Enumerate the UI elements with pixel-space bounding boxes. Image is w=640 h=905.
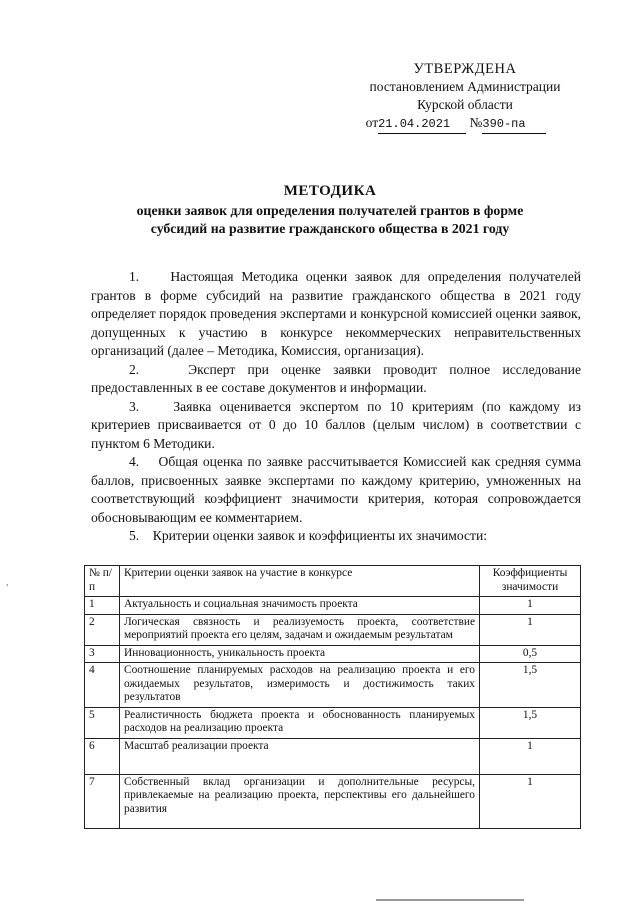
table-header-row bbox=[85, 566, 581, 597]
approval-date: 21.04.2021 bbox=[378, 115, 466, 134]
document-title: МЕТОДИКА bbox=[283, 183, 377, 199]
row-num: 5 bbox=[85, 707, 120, 738]
paragraph-5: 5. Критерии оценки заявок и коэффициенты их значимости: bbox=[129, 528, 488, 543]
approval-block bbox=[350, 60, 580, 134]
row-criteria: Логическая связность и реализуемость проекта, соответствие мероприятий проекта его целям, задачам и ожидаемым результатам bbox=[120, 614, 480, 645]
scan-artifact-line bbox=[376, 899, 524, 901]
number-prefix: № bbox=[469, 115, 483, 130]
header-num: № п/п bbox=[85, 566, 120, 597]
row-coef: 0,5 bbox=[480, 645, 581, 663]
table-row bbox=[85, 663, 581, 708]
table-row bbox=[85, 774, 581, 828]
body-text bbox=[91, 268, 581, 546]
row-criteria: Актуальность и социальная значимость проекта bbox=[120, 597, 480, 615]
row-num: 4 bbox=[85, 663, 120, 708]
approval-line-1: постановлением Администрации bbox=[369, 79, 561, 94]
scan-artifact-mark: , bbox=[6, 577, 9, 588]
table-row bbox=[85, 614, 581, 645]
date-prefix: от bbox=[365, 115, 379, 130]
row-criteria: Реалистичность бюджета проекта и обоснованность планируемых расходов на реализацию проекта bbox=[120, 707, 480, 738]
header-coef: Коэффициенты значимости bbox=[480, 566, 581, 597]
table-row bbox=[85, 707, 581, 738]
approval-number: 390-па bbox=[482, 115, 546, 134]
table-row bbox=[85, 738, 581, 774]
row-coef: 1,5 bbox=[480, 663, 581, 708]
row-coef: 1,5 bbox=[480, 707, 581, 738]
approval-heading: УТВЕРЖДЕНА bbox=[413, 61, 517, 77]
approval-line-2: Курской области bbox=[417, 97, 513, 112]
row-coef: 1 bbox=[480, 738, 581, 774]
row-criteria: Масштаб реализации проекта bbox=[120, 738, 480, 774]
paragraph-2: 2. Эксперт при оценке заявки проводит полное исследование предоставленных в ее составе документов и информации. bbox=[91, 361, 581, 395]
row-num: 7 bbox=[85, 774, 120, 828]
row-criteria: Инновационность, уникальность проекта bbox=[120, 645, 480, 663]
table-row bbox=[85, 597, 581, 615]
row-coef: 1 bbox=[480, 597, 581, 615]
header-criteria: Критерии оценки заявок на участие в конкурсе bbox=[120, 566, 480, 597]
document-subtitle-line-2: субсидий на развитие гражданского общества в 2021 году bbox=[150, 221, 510, 236]
criteria-table bbox=[84, 565, 581, 829]
row-num: 6 bbox=[85, 738, 120, 774]
document-subtitle-line-1: оценки заявок для определения получателей грантов в форме bbox=[136, 203, 524, 218]
row-num: 1 bbox=[85, 597, 120, 615]
row-coef: 1 bbox=[480, 614, 581, 645]
row-num: 3 bbox=[85, 645, 120, 663]
paragraph-4: 4. Общая оценка по заявке рассчитывается Комиссией как средняя сумма баллов, присвоенных заявке экспертами по каждому критерию, умноженных на соответствующий коэффициент значимости критерия, которая сопровождается обосновывающим ее комментарием. bbox=[91, 454, 581, 525]
row-num: 2 bbox=[85, 614, 120, 645]
row-criteria: Собственный вклад организации и дополнительные ресурсы, привлекаемые на реализацию проекта, перспективы его дальнейшего развития bbox=[120, 774, 480, 828]
row-coef: 1 bbox=[480, 774, 581, 828]
paragraph-1: 1. Настоящая Методика оценки заявок для определения получателей грантов в форме субсидий на развитие гражданского общества в 2021 году определяет порядок проведения экспертами и конкурсной комиссией оценки заявок, допущенных к участию в конкурсе некоммерческих неправительственных организаций (далее – Методика, Комиссия, организация). bbox=[91, 269, 581, 358]
approval-date-line bbox=[332, 114, 580, 134]
paragraph-3: 3. Заявка оценивается экспертом по 10 критериям (по каждому из критериев присваивается от 0 до 10 баллов (целым числом) в соответствии с пунктом 6 Методики. bbox=[91, 398, 581, 451]
table-row bbox=[85, 645, 581, 663]
row-criteria: Соотношение планируемых расходов на реализацию проекта и его ожидаемых результатов, измеримость и достижимость таких результатов bbox=[120, 663, 480, 708]
